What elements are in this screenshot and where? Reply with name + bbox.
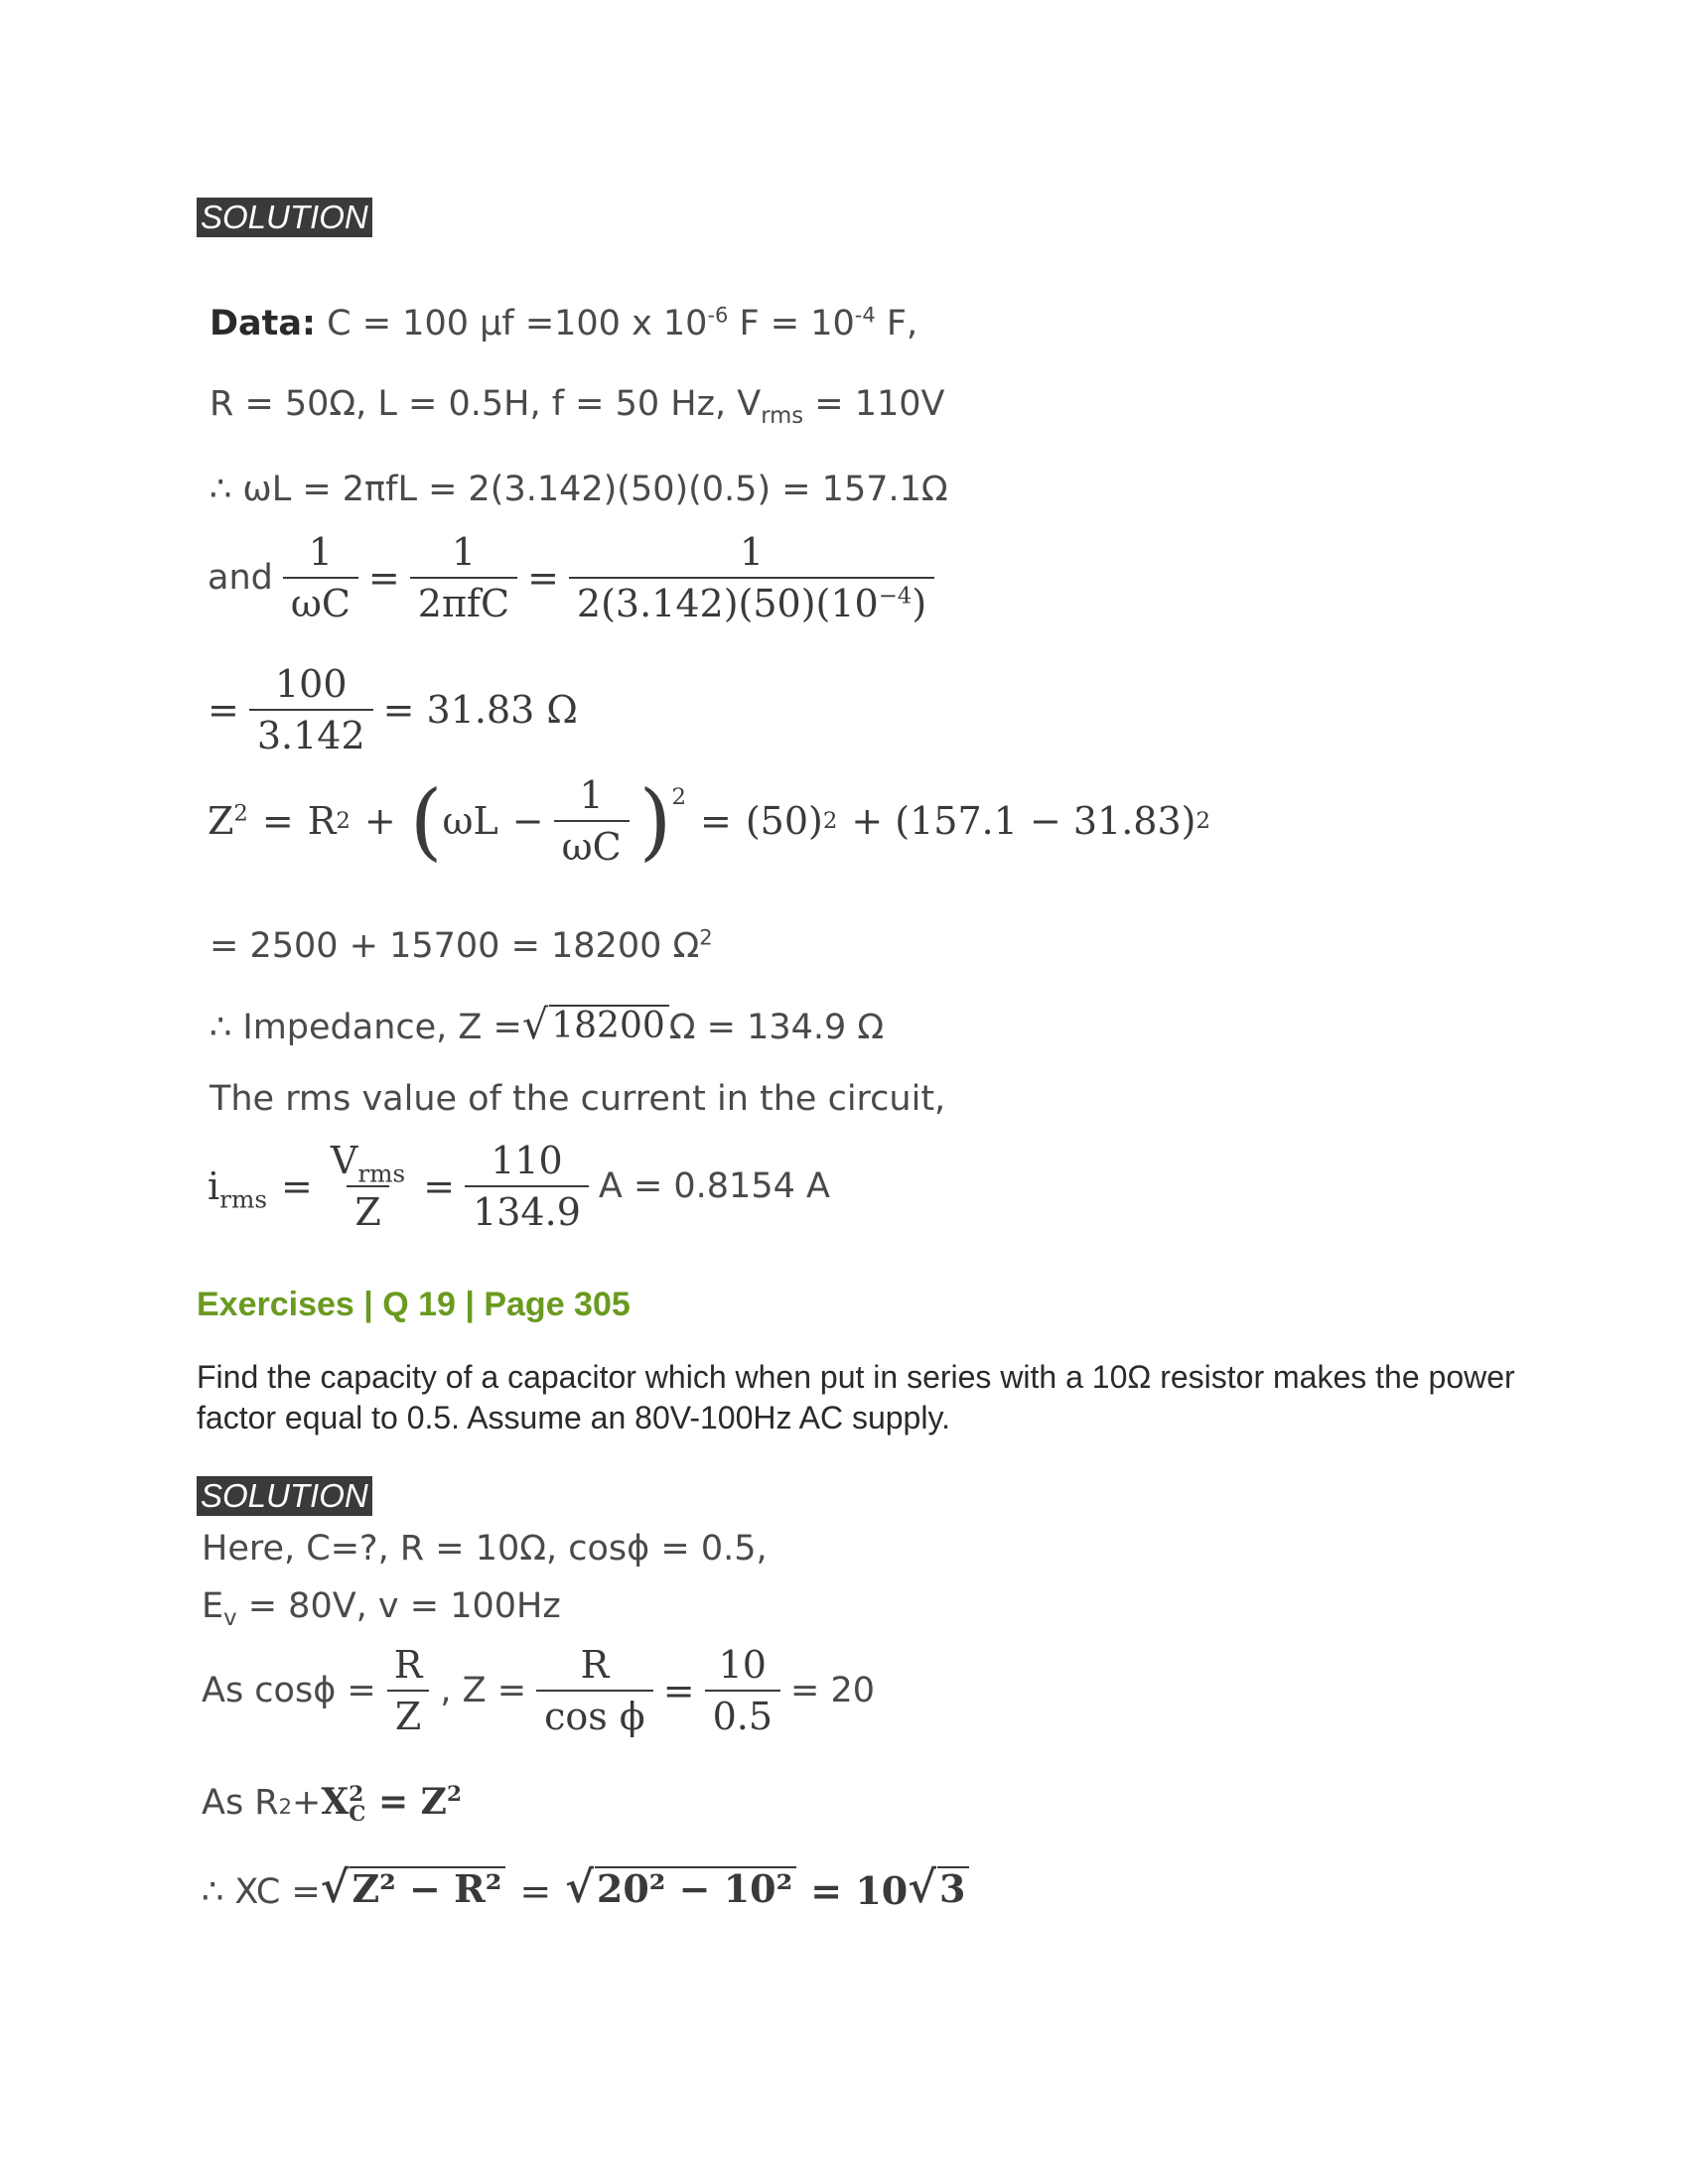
xc-line: ∴ XC = √ Z² − R² = √ 20² − 10² = 10 √ 3	[202, 1866, 969, 1910]
fraction-denominator: 2πfC	[410, 577, 517, 622]
equals-sign: =	[208, 688, 239, 732]
question-text: Find the capacity of a capacitor which when put in series with a 10Ω resistor makes the power factor equal to 0.5. Assume an 80V-100Hz AC supply.	[197, 1359, 1515, 1435]
impedance-value: Ω = 134.9 Ω	[668, 1008, 885, 1048]
fraction-denominator: cos ϕ	[536, 1690, 653, 1735]
vrms-value: = 110V	[803, 384, 945, 424]
data-exponent-2: -4	[854, 303, 876, 328]
fraction-numerator: 1	[308, 530, 333, 574]
plus-sign: +	[292, 1783, 322, 1823]
z-squared-result: = 2500 + 15700 = 18200 $\Omega^2$	[210, 925, 713, 966]
xc-result-line	[208, 662, 578, 757]
solution-badge: SOLUTION	[197, 198, 372, 237]
irms-result: A = 0.8154 A	[598, 1165, 830, 1206]
xc-squared-term: X 2 C = $Z^2$	[321, 1781, 462, 1827]
close-paren: )	[638, 772, 672, 870]
fraction-denominator: Z	[347, 1185, 388, 1231]
fraction-numerator: R	[580, 1643, 610, 1687]
fraction-numerator: R	[393, 1643, 423, 1687]
fraction-10-over-05	[705, 1643, 780, 1738]
fraction-denominator: 0.5	[705, 1690, 780, 1735]
sqrt-18200: √ 18200	[522, 1005, 669, 1045]
sqrt-z2-r2: √ Z² − R²	[321, 1866, 506, 1910]
fraction-vrms-over-z	[323, 1139, 413, 1234]
i-rms: $i_{rms}$	[208, 1164, 268, 1214]
impedance-line	[210, 1001, 885, 1048]
fraction-r-over-cos	[536, 1643, 653, 1738]
solution-badge-2: SOLUTION	[197, 1476, 372, 1516]
fraction-1-over-2pifc	[410, 530, 517, 625]
rms-current-intro: The rms value of the current in the circuit,	[210, 1079, 946, 1119]
impedance-squared-equation: $Z^2$ = R 2 + ( ωL − $\frac{1}{\omega C}$ ) $^2$ = (50) 2 + (157.1 − 31.83) 2	[208, 772, 1210, 870]
fraction-110-over-134	[465, 1139, 589, 1234]
fraction-denominator	[569, 577, 934, 625]
xc-result: = 31.83 Ω	[382, 688, 578, 732]
fraction-denominator: Z	[387, 1690, 429, 1735]
data-text-1: C = 100 μf =100 x 10	[316, 304, 708, 343]
given-values-line	[210, 384, 945, 429]
fraction-numeric	[569, 530, 934, 625]
sqrt-20-10: √ 20² − 10²	[565, 1866, 796, 1910]
omega-l-term: ωL	[442, 799, 498, 843]
fraction-denominator: ωC	[283, 577, 358, 622]
z-label: , Z =	[440, 1670, 527, 1710]
denominator-exponent: −4	[878, 583, 913, 610]
fraction-inner	[554, 773, 630, 869]
fraction-numerator: 100	[274, 662, 348, 706]
fraction-numerator: $V_{rms}$	[330, 1139, 406, 1188]
pythagoras-line: As R 2 + X 2 C = $Z^2$	[202, 1781, 462, 1827]
z-result: = 20	[790, 1670, 875, 1710]
denominator-close: )	[912, 582, 927, 625]
equals-sign: =	[367, 556, 400, 600]
fraction-numerator: 1	[579, 773, 604, 817]
given-line: Here, C=?, R = 10Ω, cosϕ = 0.5,	[202, 1529, 768, 1569]
as-r-label: As R	[202, 1783, 279, 1823]
fraction-denominator: 3.142	[249, 709, 373, 754]
exercise-heading: Exercises | Q 19 | Page 305	[197, 1286, 631, 1323]
fraction-denominator: ωC	[554, 820, 630, 866]
capacitive-reactance-equation	[208, 530, 944, 625]
sqrt-3: √ 3	[908, 1866, 969, 1910]
open-paren: (	[409, 772, 443, 870]
fraction-numerator: 110	[491, 1139, 563, 1182]
z-squared: $Z^2$	[208, 799, 248, 843]
fraction-numerator: 10	[718, 1643, 767, 1687]
r-squared-value: (50)	[745, 799, 823, 843]
cos-phi-label: As cosϕ =	[202, 1670, 376, 1710]
impedance-label: ∴ Impedance, Z =	[210, 1008, 522, 1048]
given-values-text: R = 50Ω, L = 0.5H, f = 50 Hz, V	[210, 384, 762, 424]
data-exponent-1: -6	[707, 303, 729, 328]
power-factor-equation: As cosϕ = $\frac{R}{Z}$ , Z = $\frac{R}{\text{cos ϕ}}$ = $\frac{10}{0.5}$ = 20	[202, 1643, 875, 1738]
fraction-denominator: 134.9	[465, 1185, 589, 1231]
vrms-subscript: rms	[761, 403, 804, 429]
data-label: Data:	[210, 304, 317, 343]
xc-result: = 10	[810, 1867, 909, 1913]
fraction-numerator: 1	[451, 530, 476, 574]
fraction-100-over-pi	[249, 662, 373, 757]
and-word: and	[208, 557, 273, 598]
denominator-text: 2(3.142)(50)(10	[576, 582, 879, 625]
supply-line: $E_v = 80V$, v = 100Hz	[202, 1586, 561, 1631]
data-text-2: F = 10	[728, 304, 855, 343]
rms-current-equation: $i_{rms}$ = $\frac{V_{rms}}{Z}$ = $\frac{110}{134.9}$ A = 0.8154 A	[208, 1139, 830, 1234]
data-line	[210, 303, 918, 343]
omega-l-line: ∴ ωL = 2πfL = 2(3.142)(50)(0.5) = 157.1Ω	[210, 470, 948, 509]
fraction-numerator: 1	[739, 530, 765, 574]
data-text-3: F,	[875, 304, 918, 343]
fraction-1-over-omega-c	[283, 530, 358, 625]
equals-sign: =	[527, 556, 559, 600]
xc-label: ∴ XC =	[202, 1871, 321, 1912]
reactance-difference: + (157.1 − 31.83)	[851, 799, 1196, 843]
fraction-r-over-z	[386, 1643, 431, 1738]
